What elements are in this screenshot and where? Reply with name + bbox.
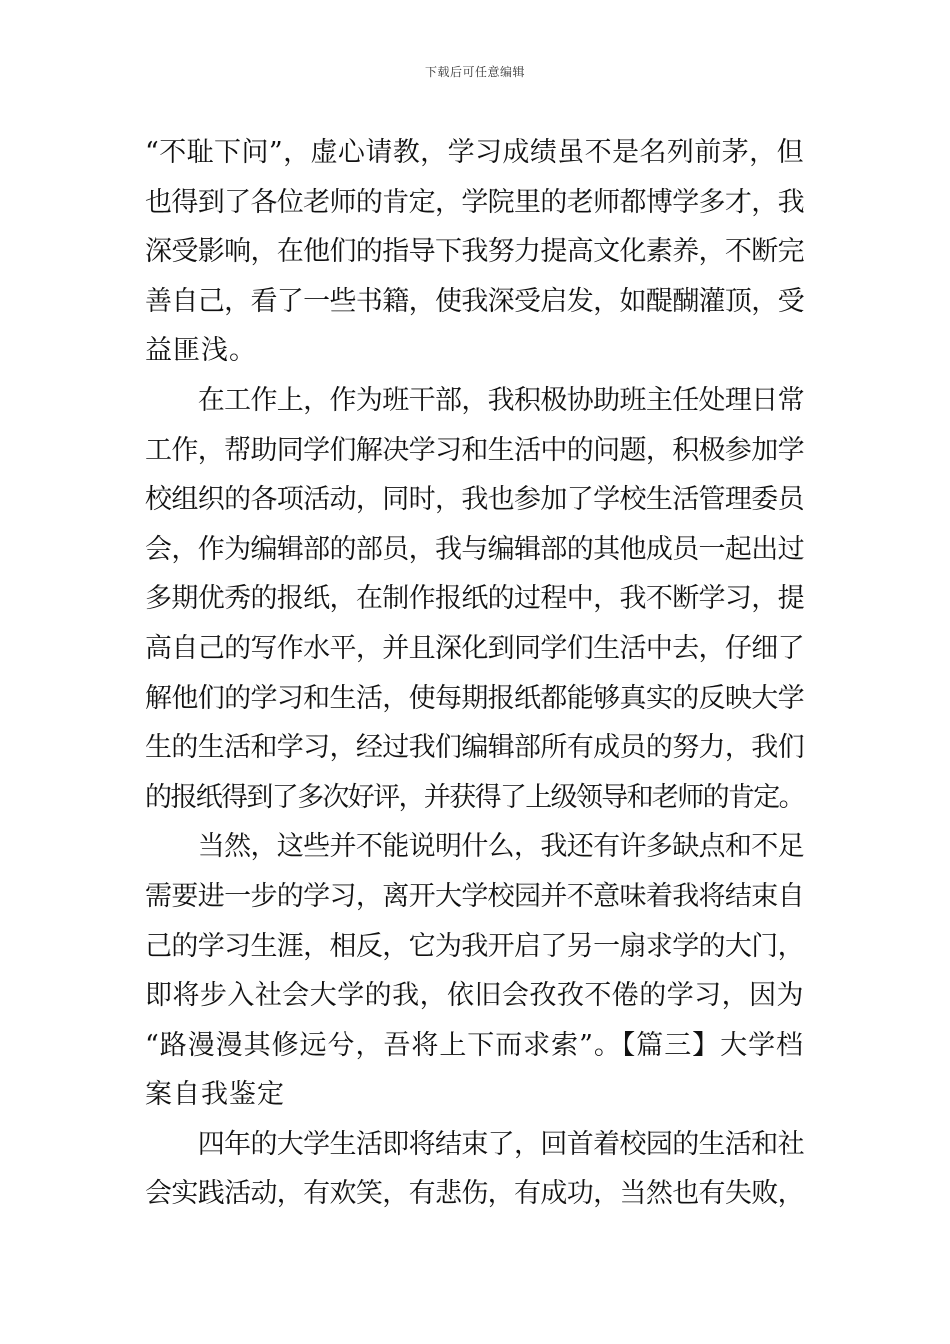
text-line: 四年的大学生活即将结束了，回首着校园的生活和社 (145, 1128, 804, 1160)
text-line: 校组织的各项活动，同时，我也参加了学校生活管理委员 (145, 484, 804, 516)
text-line: 生的生活和学习，经过我们编辑部所有成员的努力，我们 (145, 732, 804, 764)
text-line: 会实践活动，有欢笑，有悲伤，有成功，当然也有失败， (145, 1178, 804, 1210)
text-line: 己的学习生涯，相反，它为我开启了另一扇求学的大门， (145, 930, 804, 962)
paragraph-part-three (145, 1120, 805, 1219)
text-line: 多期优秀的报纸，在制作报纸的过程中，我不断学习，提 (145, 583, 804, 615)
paragraph-conclusion (145, 822, 805, 1120)
text-line: 高自己的写作水平，并且深化到同学们生活中去，仔细了 (145, 632, 804, 664)
text-line: 也得到了各位老师的肯定，学院里的老师都博学多才，我 (145, 186, 804, 218)
page-header: 下载后可任意编辑 (424, 65, 525, 79)
text-line: 需要进一步的学习，离开大学校园并不意味着我将结束自 (145, 880, 804, 912)
text-line: “不耻下问”，虚心请教，学习成绩虽不是名列前茅，但 (145, 137, 804, 168)
paragraph-study (145, 128, 805, 376)
text-line: 善自己，看了一些书籍，使我深受启发，如醍醐灌顶，受 (145, 285, 804, 317)
text-line: 深受影响，在他们的指导下我努力提高文化素养，不断完 (145, 236, 804, 268)
text-line: 会，作为编辑部的部员，我与编辑部的其他成员一起出过 (145, 533, 804, 565)
text-line: 当然，这些并不能说明什么，我还有许多缺点和不足 (145, 831, 804, 863)
text-line: 案自我鉴定 (145, 1079, 285, 1111)
text-line: 即将步入社会大学的我，依旧会孜孜不倦的学习，因为 (145, 980, 804, 1012)
paragraph-work (145, 376, 805, 822)
text-line: 工作，帮助同学们解决学习和生活中的问题，积极参加学 (145, 434, 804, 466)
text-line: “路漫漫其修远兮，吾将上下而求索”。【篇三】大学档 (145, 1029, 804, 1061)
document-body (145, 128, 805, 1219)
text-line: 在工作上，作为班干部，我积极协助班主任处理日常 (145, 384, 804, 416)
text-line: 的报纸得到了多次好评，并获得了上级领导和老师的肯定。 (145, 781, 804, 813)
text-line: 益匪浅。 (145, 335, 257, 367)
text-line: 解他们的学习和生活，使每期报纸都能够真实的反映大学 (145, 682, 804, 714)
